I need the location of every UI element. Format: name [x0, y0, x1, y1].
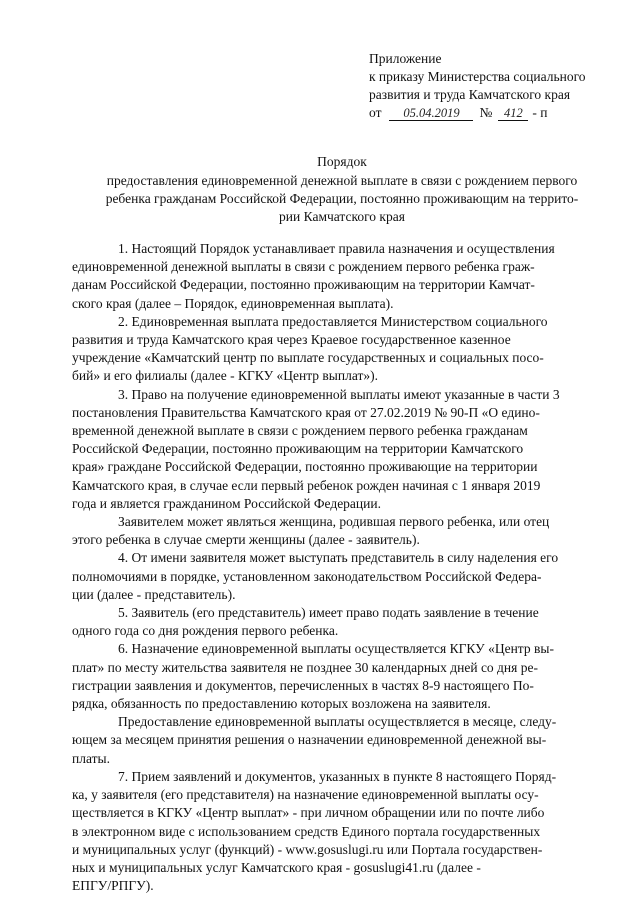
order-suffix: - п — [532, 105, 548, 120]
title-heading: Порядок — [317, 154, 367, 169]
appendix-header — [369, 50, 629, 122]
document-body — [72, 240, 612, 895]
paragraph-6-payment: Предоставление единовременной выплаты осуществляется в месяце, следу- ющем за месяцем принятия решения о назначении единовременной денежной вы- платы. — [72, 714, 557, 766]
paragraph-1: 1. Настоящий Порядок устанавливает правила назначения и осуществления единовременной денежной выплаты в связи с рождением первого ребенка граж- данам Российской Федерации, постоянно проживающим на территории Камчат- ского края (далее – Порядок, единовременная выплата). — [72, 241, 555, 311]
paragraph-3: 3. Право на получение единовременной выплаты имеют указанные в части 3 постановления Правительства Камчатского края от 27.02.2019 № 90-П «О едино- временной денежной выплате в связи с рождением первого ребенка гражданам Российской Федерации, постоянно проживающим на территории Камчатского края» граждане Российской Федерации, постоянно проживающие на территории Камчатского края, в случае если первый ребенок рожден начиная с 1 января 2019 года и является гражданином Российской Федерации. — [72, 386, 560, 511]
from-label: от — [369, 105, 382, 120]
paragraph-5: 5. Заявитель (его представитель) имеет право подать заявление в течение одного года со дня рождения первого ребенка. — [72, 605, 539, 639]
appendix-ministry: развития и труда Камчатского края — [369, 87, 571, 102]
paragraph-6: 6. Назначение единовременной выплаты осуществляется КГКУ «Центр вы- плат» по месту жительства заявителя не позднее 30 календарных дней со дня ре- гистрации заявления и документов, перечисленных в частях 8-9 настоящего По- рядка, обязанность по предоставлению которых возложена на заявителя. — [72, 641, 554, 712]
order-date-number-line — [369, 104, 629, 122]
paragraph-4: 4. От имени заявителя может выступать представитель в силу наделения его полномочиями в порядке, установленном законодательством Российской Федера- ции (далее - представитель). — [72, 550, 559, 602]
paragraph-2: 2. Единовременная выплата предоставляется Министерством социального развития и труда Камчатского края через Краевое государственное казенное учреждение «Камчатский центр по выплате государственных и социальных посо- бий» и его филиалы (далее - КГКУ «Центр выплат»). — [72, 313, 548, 384]
number-label: № — [479, 105, 493, 120]
paragraph-3-applicant: Заявителем может являться женщина, родившая первого ребенка, или отец этого ребенка в случае смерти женщины (далее - заявитель). — [72, 514, 550, 548]
document-title — [72, 153, 612, 226]
appendix-order-ref: к приказу Министерства социального — [369, 69, 586, 84]
appendix-label: Приложение — [369, 51, 442, 66]
paragraph-7: 7. Прием заявлений и документов, указанных в пункте 8 настоящего Поряд- ка, у заявителя (его представителя) на назначение единовременной выплаты осу- ществляется в КГКУ «Центр выплат» - при личном обращении или по почте либо в электронном виде с использованием средств Единого портала государственных и муниципальных услуг (функций) - www.gosuslugi.ru или Портала государствен- ных и муниципальных услуг Камчатского края - gosuslugi41.ru (далее - ЕПГУ/РПГУ). — [72, 768, 557, 894]
title-subtitle: предоставления единовременной денежной выплате в связи с рождением первого ребенка гражданам Российской Федерации, постоянно проживающим на террито- рии Камчатского края — [105, 173, 579, 224]
handwritten-number: 412 — [498, 106, 528, 121]
handwritten-date: 05.04.2019 — [389, 106, 473, 121]
